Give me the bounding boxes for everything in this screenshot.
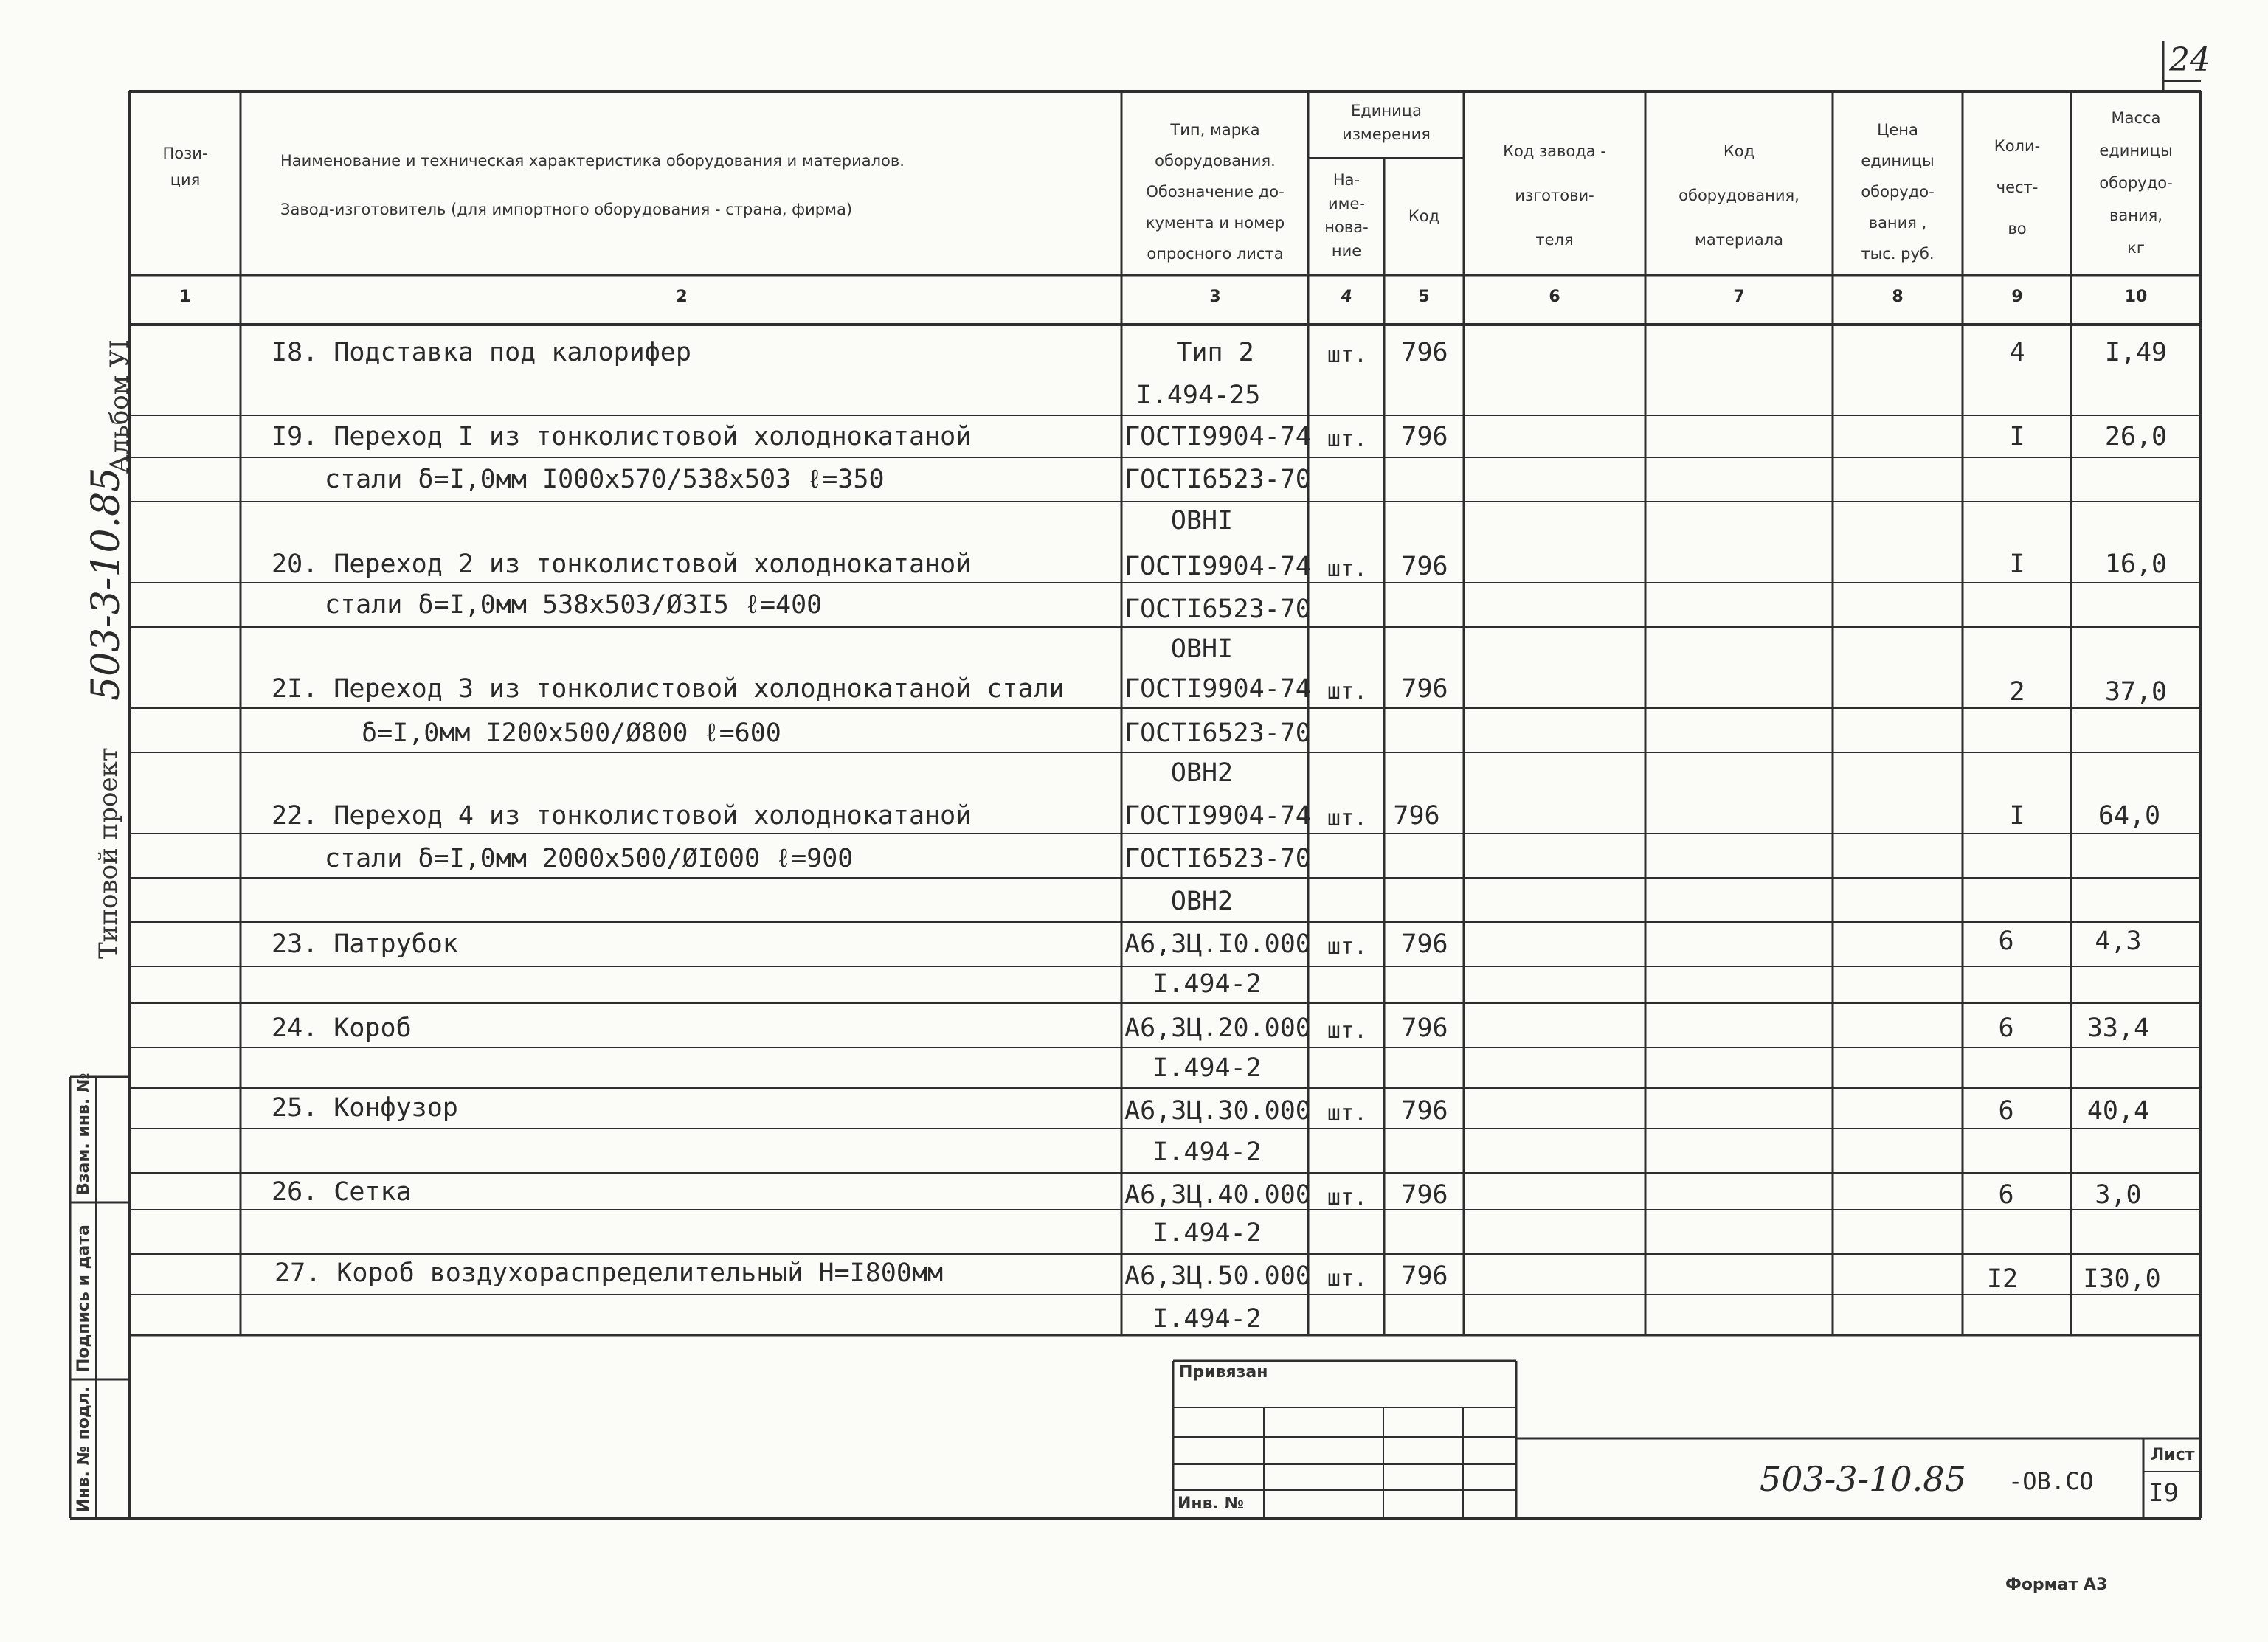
row-unit: шт. [1327,934,1368,960]
row-type: А6,ЗЦ.50.000 [1124,1261,1311,1291]
side-box-inv: Инв. № подл. [75,1386,93,1512]
row-type: ГОСТI6523-70 [1124,718,1311,748]
row-name: 27. Короб воздухораспределительный Н=I800мм [274,1258,944,1288]
side-box-vzam: Взам. инв. № [75,1073,93,1195]
row-name: 22. Переход 4 из тонколистовой холоднокатаной [272,801,972,831]
header-col10-line: вания, [2109,207,2162,224]
stamp-inv-no: Инв. № [1178,1494,1245,1513]
row-qty: I [2009,550,2025,579]
row-type: ОВНI [1170,634,1234,664]
header-col2-line: Наименование и техническая характеристика оборудования и материалов. [280,152,905,170]
row-unit: шт. [1327,806,1368,831]
row-code: 796 [1401,1180,1448,1210]
header-unit-line: Единица [1351,102,1422,119]
row-name: 23. Патрубок [272,929,458,959]
header-col9-line: чест- [1996,179,2039,196]
header-col2-line: Завод-изготовитель (для импортного оборудования - страна, фирма) [280,201,853,218]
column-number: 1 [179,288,191,306]
header-col7-line: оборудования, [1678,187,1799,204]
row-name: стали δ=I,0мм 538x503/Ø3I5 ℓ=400 [325,590,823,620]
corner-sheet-number: 24 [2169,41,2210,79]
header-col8-line: тыс. руб. [1861,245,1935,263]
row-type: ГОСТI6523-70 [1124,595,1311,624]
row-mass: 26,0 [2104,422,2168,451]
stamp-privyazan: Привязан [1179,1363,1268,1382]
row-code: 796 [1401,422,1448,451]
header-col10-line: оборудо- [2099,174,2173,192]
header-col4 [1310,168,1383,263]
row-name: I9. Переход I из тонколистовой холоднокатаной [272,422,972,451]
header-col4-line: нова- [1324,218,1369,236]
row-name: 2I. Переход 3 из тонколистовой холоднокатаной стали [272,674,1065,704]
row-qty: I [2009,801,2025,831]
row-name: стали δ=I,0мм I000x570/538x503 ℓ=350 [325,465,885,494]
column-number: 7 [1733,288,1745,306]
column-number: 3 [1209,288,1221,306]
header-col10-line: кг [2127,239,2145,257]
header-col6-line: теля [1535,231,1574,249]
sheet-label: Лист [2151,1446,2195,1464]
row-code: 796 [1401,552,1448,581]
row-name: 26. Сетка [272,1177,412,1207]
row-type: ГОСТI9904-74 [1124,552,1311,581]
row-code: 796 [1401,929,1448,959]
row-unit: шт. [1327,556,1368,582]
document-code: 503-3-10.85 [1760,1459,1966,1499]
header-col3-line: Тип, марка [1170,121,1260,139]
header-col4-line: На- [1332,171,1361,189]
row-mass: 37,0 [2104,677,2168,707]
row-mass: 40,4 [2087,1096,2150,1126]
row-name: δ=I,0мм I200x500/Ø800 ℓ=600 [362,718,781,748]
column-number: 5 [1418,288,1430,306]
row-type: I.494-2 [1152,1304,1262,1334]
row-type: А6,ЗЦ.20.000 [1124,1014,1311,1043]
row-mass: 33,4 [2087,1014,2150,1043]
side-project-label: Типовой проект [94,747,123,959]
header-col8-line: вания , [1868,214,1927,232]
row-type: А6,ЗЦ.I0.000 [1124,929,1311,959]
row-type: ОВН2 [1170,758,1234,788]
header-col10 [2072,102,2199,264]
row-type: А6,ЗЦ.30.000 [1124,1096,1311,1126]
row-unit: шт. [1327,1185,1368,1210]
row-type: ГОСТI9904-74 [1124,422,1311,451]
row-name: I8. Подставка под калорифер [272,338,691,367]
header-col7-line: материала [1694,231,1783,249]
header-col3 [1123,114,1307,269]
header-col6-line: изготови- [1515,187,1594,204]
header-col7 [1647,129,1831,262]
row-name: 20. Переход 2 из тонколистовой холоднокатаной [272,550,972,579]
header-col9-line: во [2008,220,2027,238]
column-number: 6 [1549,288,1560,306]
header-col2 [243,136,1120,234]
row-unit: шт. [1327,1018,1368,1044]
header-col8 [1834,114,1961,269]
row-mass: 3,0 [2095,1180,2142,1210]
header-col4-line: име- [1328,195,1365,212]
column-number: 4 [1341,288,1352,306]
format-label: Формат А3 [2005,1576,2108,1594]
header-col6-line: Код завода - [1503,142,1606,160]
header-col1-line: ция [170,171,201,189]
row-code: 796 [1401,1261,1448,1291]
header-unit-group [1310,99,1463,146]
row-code: 796 [1401,338,1448,367]
row-mass: 4,3 [2095,926,2142,956]
row-type: А6,ЗЦ.40.000 [1124,1180,1311,1210]
row-mass: 64,0 [2098,801,2161,831]
row-unit: шт. [1327,1101,1368,1126]
header-col10-line: единицы [2099,142,2173,159]
row-unit: шт. [1327,1266,1368,1292]
row-qty: I2 [1986,1264,2019,1294]
header-col8-line: Цена [1877,121,1918,139]
row-qty: 6 [1998,926,2014,956]
side-box-podpis: Подпись и дата [75,1224,93,1372]
row-type: I.494-2 [1152,1053,1262,1083]
row-type: ГОСТI9904-74 [1124,801,1311,831]
row-type: ОВНI [1170,506,1234,536]
row-qty: I [2009,422,2025,451]
header-col1 [131,140,239,193]
header-col4-line: ние [1331,242,1362,260]
document-code-suffix: -ОВ.СО [2008,1467,2094,1495]
row-qty: 6 [1998,1014,2014,1043]
side-project-code: 503-3-10.85 [84,467,128,701]
column-number: 9 [2011,288,2023,306]
row-unit: шт. [1327,679,1368,704]
row-unit: шт. [1327,426,1368,452]
row-type: ГОСТI6523-70 [1124,465,1311,494]
row-qty: 2 [2009,677,2025,707]
header-col3-line: опросного листа [1147,245,1284,263]
row-unit: шт. [1327,342,1368,368]
header-col6 [1465,129,1644,262]
column-number: 2 [676,288,688,306]
row-mass: I30,0 [2083,1264,2161,1294]
column-number: 8 [1892,288,1904,306]
header-col8-line: оборудо- [1861,183,1935,201]
row-type: I.494-2 [1152,1137,1262,1167]
row-name: 24. Короб [272,1014,412,1043]
header-col1-line: Пози- [162,145,208,162]
column-number: 10 [2124,288,2148,306]
row-type: ГОСТI6523-70 [1124,844,1311,873]
header-col9-line: Коли- [1994,137,2041,155]
row-qty: 4 [2009,338,2025,367]
row-mass: I,49 [2104,338,2168,367]
row-code: 796 [1401,1014,1448,1043]
sheet-number: I9 [2148,1478,2179,1508]
row-name: стали δ=I,0мм 2000x500/ØI000 ℓ=900 [325,844,854,873]
row-mass: 16,0 [2104,550,2168,579]
header-col3-line: оборудования. [1155,152,1276,170]
row-type: ГОСТI9904-74 [1124,674,1311,704]
header-col8-line: единицы [1861,152,1935,170]
side-album-label: Альбом УI [105,339,134,474]
header-col3-line: Обозначение до- [1146,183,1285,201]
row-type: I.494-2 [1152,969,1262,999]
row-qty: 6 [1998,1096,2014,1126]
row-qty: 6 [1998,1180,2014,1210]
header-col5: Код [1408,207,1440,225]
header-unit-line: измерения [1342,125,1431,143]
header-col9 [1964,125,2070,249]
row-name: 25. Конфузор [272,1093,458,1123]
header-col3-line: кумента и номер [1145,214,1285,232]
row-code: 796 [1401,674,1448,704]
row-type: Тип 2 [1176,338,1254,367]
row-code: 796 [1393,801,1440,831]
row-type: I.494-2 [1152,1219,1262,1248]
row-code: 796 [1401,1096,1448,1126]
header-col7-line: Код [1723,142,1755,160]
header-col10-line: Масса [2111,109,2161,127]
row-type: I.494-25 [1135,381,1261,410]
row-type: ОВН2 [1170,887,1234,916]
